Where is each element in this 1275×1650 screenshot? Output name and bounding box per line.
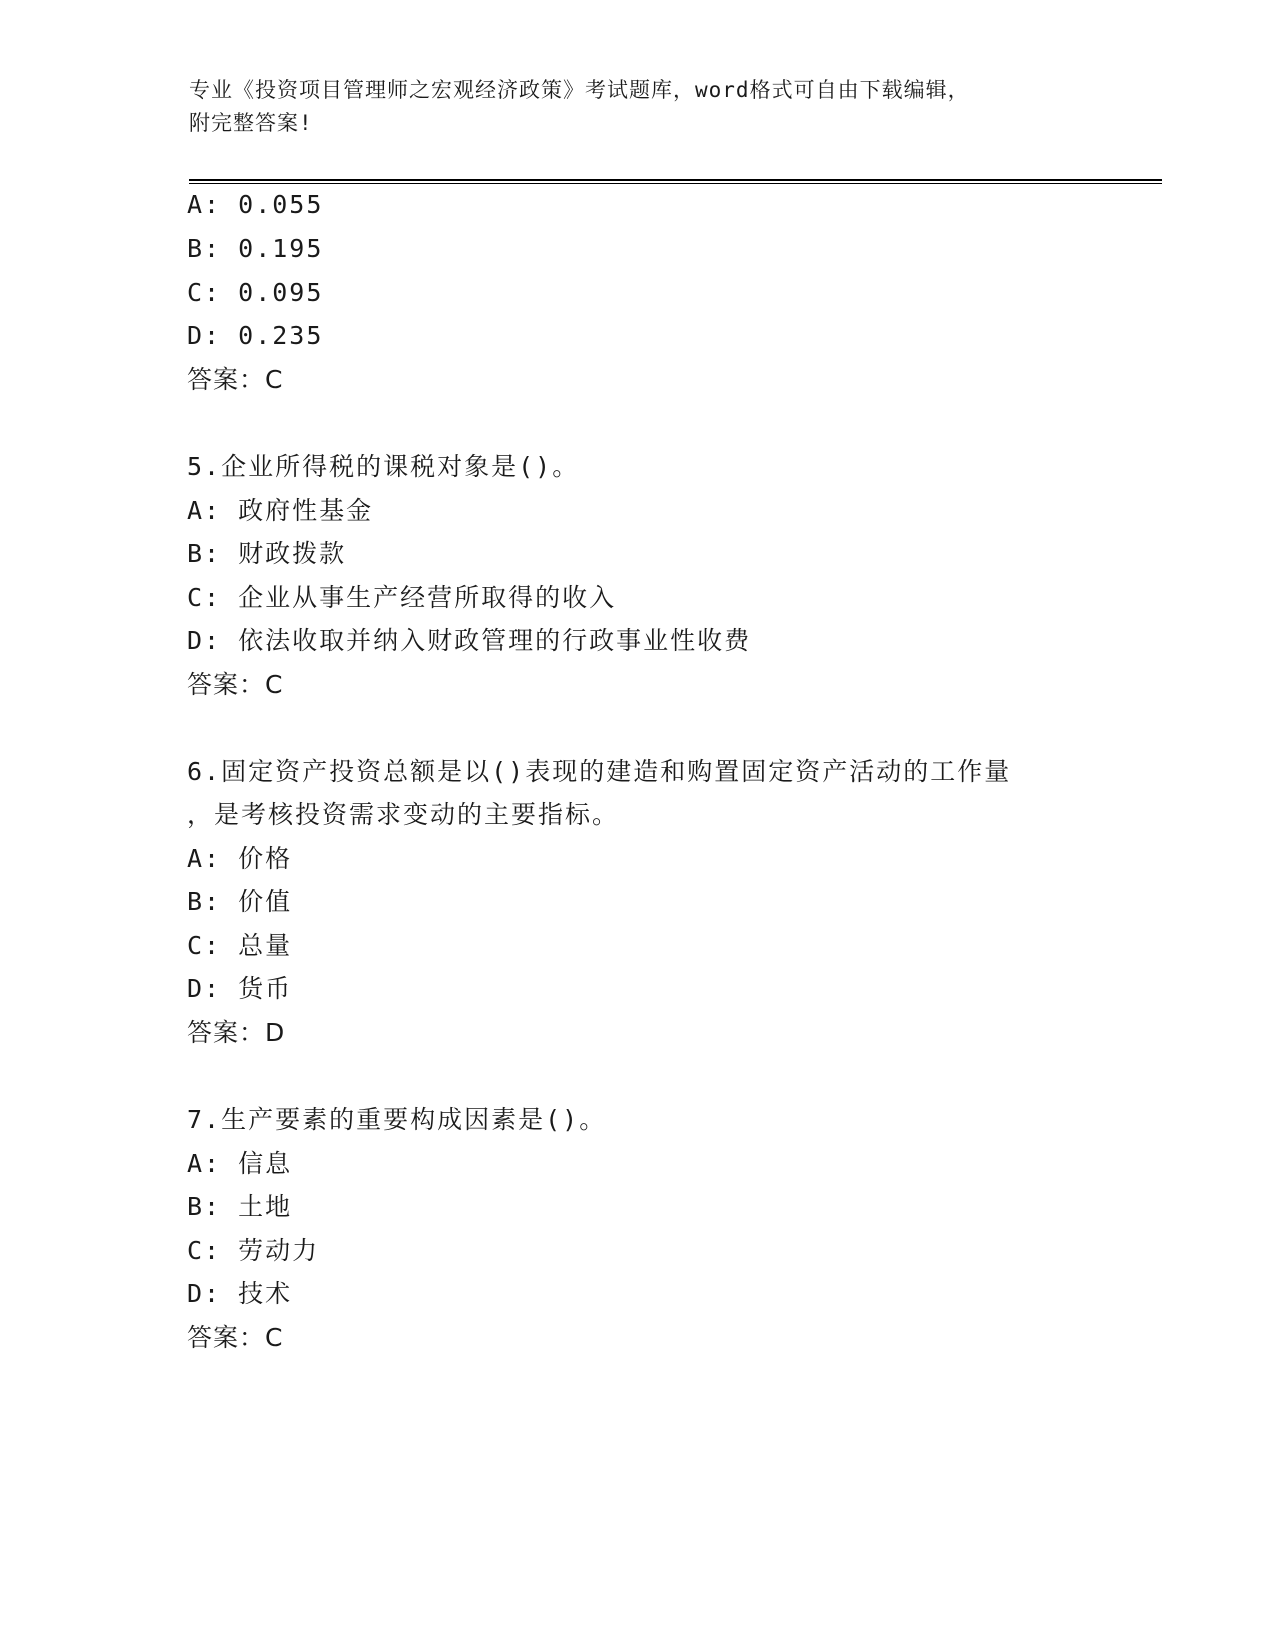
q4-answer: 答案：C [187, 365, 284, 394]
q5-option-b: B: 财政拨款 [187, 539, 347, 568]
q4-option-a: A: 0.055 [187, 190, 324, 219]
q7-option-c: C: 劳动力 [187, 1236, 320, 1265]
header-divider-thin [189, 183, 1162, 184]
q4-option-d: D: 0.235 [187, 321, 324, 350]
q6-option-a: A: 价格 [187, 844, 293, 873]
header-divider-thick [189, 179, 1162, 181]
q7-option-d: D: 技术 [187, 1279, 293, 1308]
q6-option-b: B: 价值 [187, 887, 293, 916]
q7-option-b: B: 土地 [187, 1192, 293, 1221]
header-line-2: 附完整答案! [189, 111, 313, 135]
q6-answer: 答案：D [187, 1018, 286, 1047]
q5-option-a: A: 政府性基金 [187, 496, 374, 525]
q6-question-line-2: ，是考核投资需求变动的主要指标。 [187, 800, 620, 829]
q4-option-b: B: 0.195 [187, 234, 324, 263]
q7-answer: 答案：C [187, 1323, 284, 1352]
q6-option-d: D: 货币 [187, 974, 293, 1003]
q7-option-a: A: 信息 [187, 1149, 293, 1178]
q7-question: 7.生产要素的重要构成因素是()。 [187, 1105, 607, 1134]
q4-option-c: C: 0.095 [187, 278, 324, 307]
q6-option-c: C: 总量 [187, 931, 293, 960]
q5-answer: 答案：C [187, 670, 284, 699]
q5-option-c: C: 企业从事生产经营所取得的收入 [187, 583, 617, 612]
q5-question: 5.企业所得税的课税对象是()。 [187, 452, 580, 481]
document-header [189, 74, 1069, 140]
header-line-1: 专业《投资项目管理师之宏观经济政策》考试题库，word格式可自由下载编辑， [189, 78, 970, 102]
q6-question-line-1: 6.固定资产投资总额是以()表现的建造和购置固定资产活动的工作量 [187, 757, 1012, 786]
q5-option-d: D: 依法收取并纳入财政管理的行政事业性收费 [187, 626, 752, 655]
